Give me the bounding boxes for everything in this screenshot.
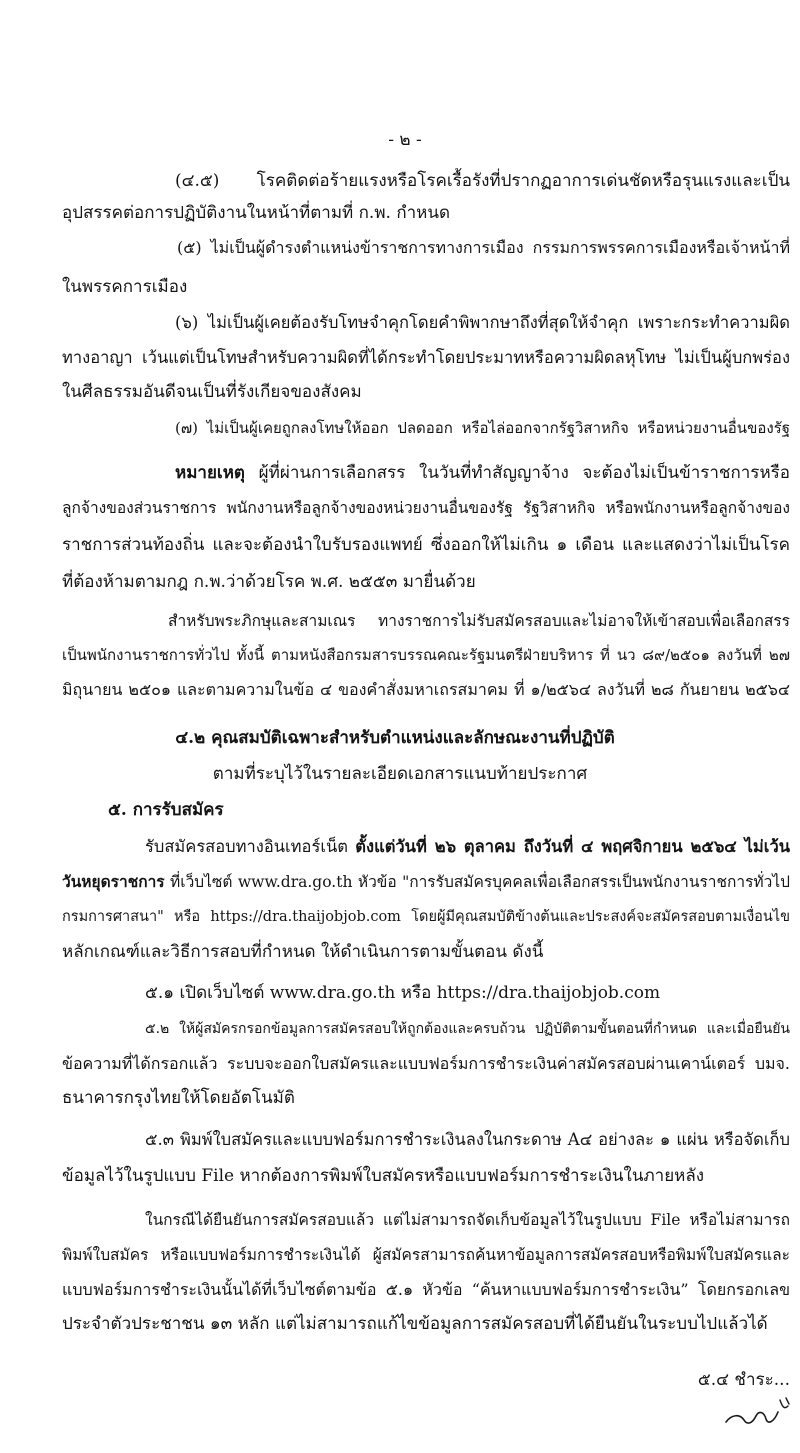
application-intro: รับสมัครสอบทางอินเทอร์เน็ต	[145, 837, 356, 856]
remark-label: หมายเหตุ	[175, 463, 245, 483]
remark-line-4: ที่ต้องห้ามตามกฎ ก.พ.ว่าด้วยโรค พ.ศ. ๒๕๕๓ มายื่นด้วย	[62, 572, 476, 592]
fallback-line-2: พิมพ์ใบสมัคร หรือแบบฟอร์มการชำระเงินได้ ผู้สมัครสามารถค้นหาข้อมูลการสมัครสอบหรือพิมพ์ใบสมัครและ	[62, 1246, 790, 1264]
section-4-2-heading: ๔.๒ คุณสมบัติเฉพาะสำหรับตำแหน่งและลักษณะงานที่ปฏิบัติ	[175, 728, 615, 748]
website-text: ที่เว็บไซต์ www.dra.go.th หัวข้อ "การรับสมัครบุคคลเพื่อเลือกสรรเป็นพนักงานราชการทั่วไป	[164, 873, 790, 891]
step-5-1: ๕.๑ เปิดเว็บไซต์ www.dra.go.th หรือ https://dra.thaijobjob.com	[145, 983, 661, 1003]
step-5-3-line-1: ๕.๓ พิมพ์ใบสมัครและแบบฟอร์มการชำระเงินลงในกระดาษ A๔ อย่างละ ๑ แผ่น หรือจัดเก็บ	[145, 1130, 790, 1149]
item-5-line-2: ในพรรคการเมือง	[62, 277, 188, 297]
application-dates: ตั้งแต่วันที่ ๒๖ ตุลาคม ถึงวันที่ ๔ พฤศจิกายน ๒๕๖๔ ไม่เว้น	[355, 837, 790, 856]
page-number: - ๒ -	[388, 130, 422, 150]
step-5-2-line-3: ธนาคารกรุงไทยให้โดยอัตโนมัติ	[62, 1088, 295, 1108]
fallback-line-4: ประจำตัวประชาชน ๑๓ หลัก แต่ไม่สามารถแก้ไขข้อมูลการสมัครสอบที่ได้ยืนยันในระบบไปแล้วได้	[62, 1314, 768, 1334]
item-4-5-line-2: อุปสรรคต่อการปฏิบัติงานในหน้าที่ตามที่ ก.พ. กำหนด	[62, 203, 451, 223]
remark-line-2: ลูกจ้างของส่วนราชการ พนักงานหรือลูกจ้างของหน่วยงานอื่นของรัฐ รัฐวิสาหกิจ หรือพนักงานหรือลูกจ้างของ	[62, 499, 790, 517]
item-7-line-1: (๗) ไม่เป็นผู้เคยถูกลงโทษให้ออก ปลดออก หรือไล่ออกจากรัฐวิสาหกิจ หรือหน่วยงานอื่นของรัฐ	[175, 419, 790, 437]
item-6-line-3: ในศีลธรรมอันดีจนเป็นที่รังเกียจของสังคม	[62, 382, 362, 402]
monk-clause-line-1: สำหรับพระภิกษุและสามเณร ทางราชการไม่รับสมัครสอบและไม่อาจให้เข้าสอบเพื่อเลือกสรร	[168, 612, 790, 630]
step-5-2-line-2: ข้อความที่ได้กรอกแล้ว ระบบจะออกใบสมัครและแบบฟอร์มการชำระเงินค่าสมัครสอบผ่านเคาน์เตอร์ บมจ.	[62, 1054, 790, 1073]
fallback-line-1: ในกรณีได้ยืนยันการสมัครสอบแล้ว แต่ไม่สามารถจัดเก็บข้อมูลไว้ในรูปแบบ File หรือไม่สามารถ	[145, 1211, 790, 1229]
monk-clause-line-3: มิถุนายน ๒๕๐๑ และตามความในข้อ ๔ ของคำสั่งมหาเถรสมาคม ที่ ๑/๒๕๖๔ ลงวันที่ ๒๘ กันยายน ๒๕๖๔	[62, 680, 790, 699]
item-5-line-1: (๕) ไม่เป็นผู้ดำรงตำแหน่งข้าราชการทางการเมือง กรรมการพรรคการเมืองหรือเจ้าหน้าที่	[177, 238, 790, 257]
fallback-line-3: แบบฟอร์มการชำระเงินนั้นได้ที่เว็บไซต์ตามข้อ ๕.๑ หัวข้อ “ค้นหาแบบฟอร์มการชำระเงิน” โดยกรอกเลข	[62, 1280, 790, 1299]
application-line-1	[145, 832, 790, 862]
step-5-3-line-2: ข้อมูลไว้ในรูปแบบ File หากต้องการพิมพ์ใบสมัครหรือแบบฟอร์มการชำระเงินในภายหลัง	[62, 1166, 705, 1186]
remark-text: ผู้ที่ผ่านการเลือกสรร ในวันที่ทำสัญญาจ้าง จะต้องไม่เป็นข้าราชการหรือ	[244, 463, 790, 483]
signature-mark	[722, 1392, 794, 1432]
section-4-2-text: ตามที่ระบุไว้ในรายละเอียดเอกสารแนบท้ายประกาศ	[212, 764, 588, 784]
item-4-5-line-1: (๔.๕) โรคติดต่อร้ายแรงหรือโรคเรื้อรังที่ปรากฏอาการเด่นชัดหรือรุนแรงและเป็น	[175, 171, 790, 191]
continuation-marker: ๕.๔ ชำระ...	[697, 1370, 790, 1390]
remark-line-3: ราชการส่วนท้องถิ่น และจะต้องนำใบรับรองแพทย์ ซึ่งออกให้ไม่เกิน ๑ เดือน และแสดงว่าไม่เป็นโรค	[62, 535, 790, 555]
step-5-2-line-1: ๕.๒ ให้ผู้สมัครกรอกข้อมูลการสมัครสอบให้ถูกต้องและครบถ้วน ปฏิบัติตามขั้นตอนที่กำหนด และเมื่อยืนยัน	[145, 1021, 790, 1037]
application-line-3: กรมการศาสนา" หรือ https://dra.thaijobjob.com โดยผู้มีคุณสมบัติข้างต้นและประสงค์จะสมัครสอบตามเงื่อนไข	[62, 909, 790, 925]
monk-clause-line-2: เป็นพนักงานราชการทั่วไป ทั้งนี้ ตามหนังสือกรมสารบรรณคณะรัฐมนตรีฝ่ายบริหาร ที่ นว ๘๙/๒๕๐๑ ลงวันที่ ๒๗	[62, 646, 790, 664]
item-6-line-1: (๖) ไม่เป็นผู้เคยต้องรับโทษจำคุกโดยคำพิพากษาถึงที่สุดให้จำคุก เพราะกระทำความผิด	[175, 313, 790, 332]
remark-line-1	[175, 458, 790, 488]
application-line-4: หลักเกณฑ์และวิธีการสอบที่กำหนด ให้ดำเนินการตามขั้นตอน ดังนี้	[62, 942, 544, 962]
item-6-line-2: ทางอาญา เว้นแต่เป็นโทษสำหรับความผิดที่ได้กระทำโดยประมาทหรือความผิดลหุโทษ ไม่เป็นผู้บกพร่อง	[62, 348, 790, 367]
section-5-heading: ๕. การรับสมัคร	[108, 800, 224, 820]
application-line-2	[62, 867, 790, 897]
holiday-note: วันหยุดราชการ	[62, 872, 165, 891]
